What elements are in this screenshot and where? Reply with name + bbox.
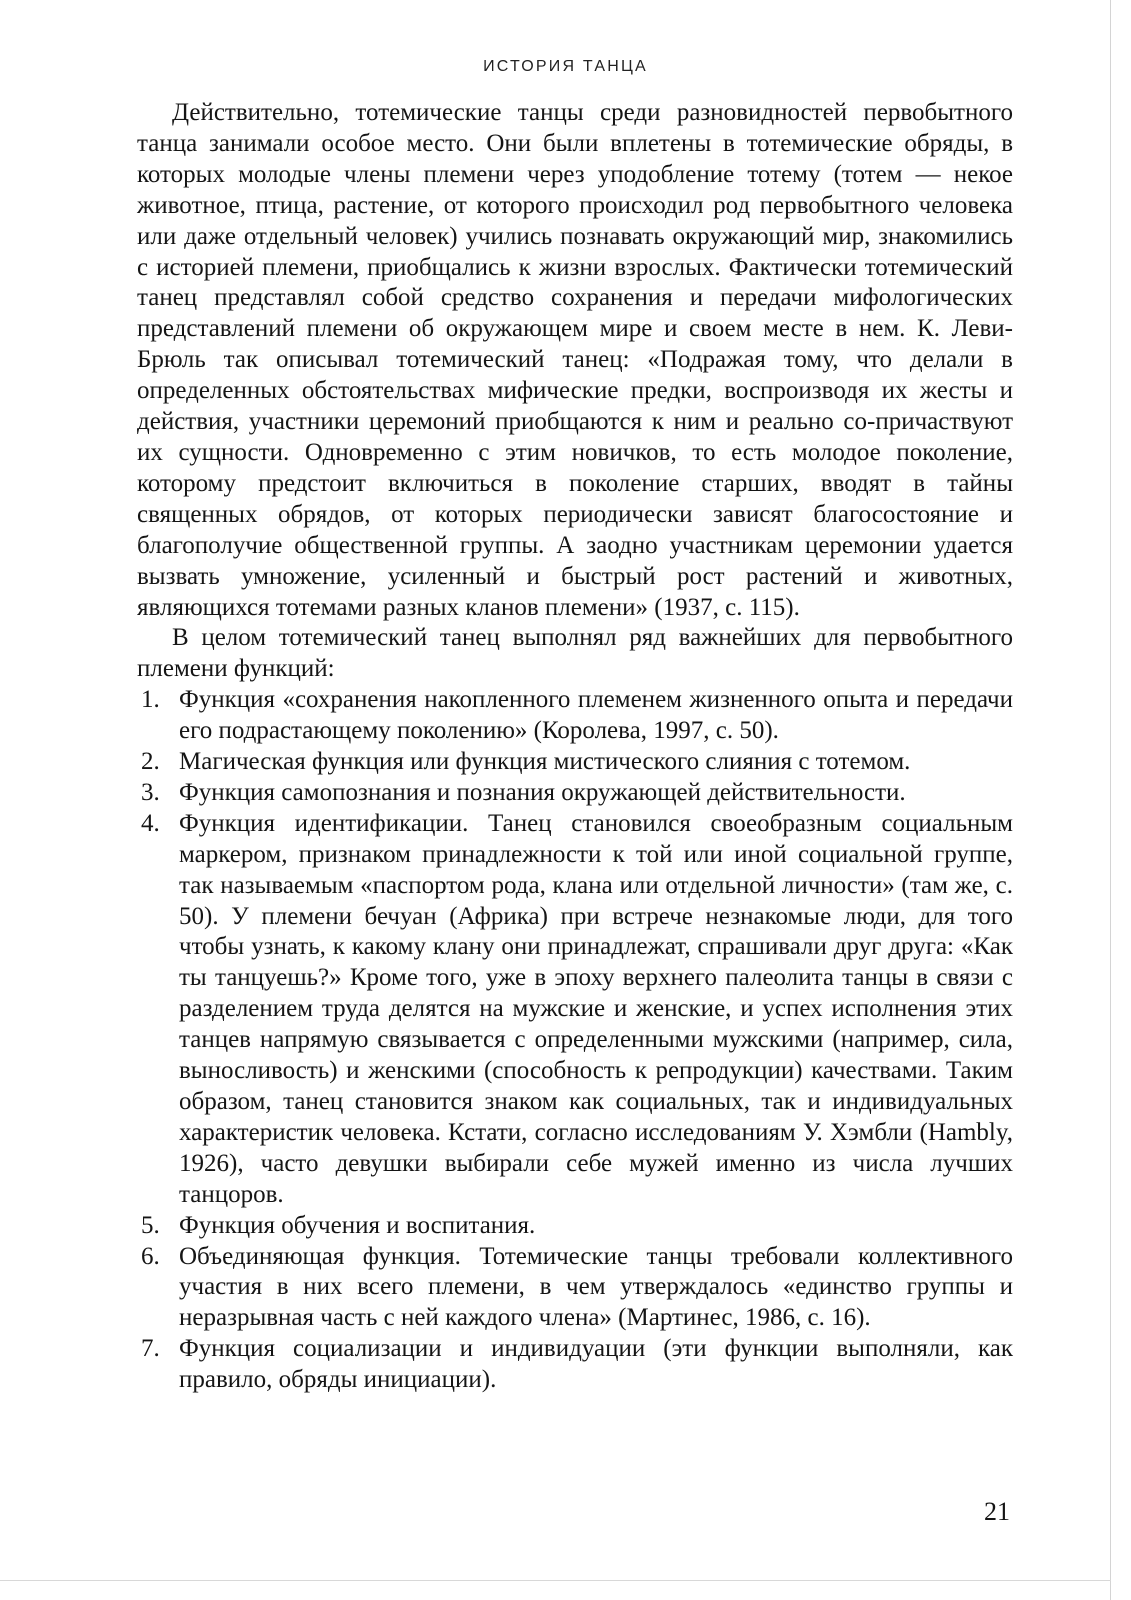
page-number: 21 [984,1497,1010,1526]
list-item-text: Магическая функция или функция мистического слияния с тотемом. [179,748,911,776]
list-item-text: Функция «сохранения накопленного племенем жизненного опыта и передачи его подрастающему поколению» (Королева, 1997, с. 50). [179,686,1013,745]
paragraph: В целом тотемический танец выполнял ряд важнейших для первобытного племени функций: [137,624,1013,683]
list-item-number: 4. [141,809,160,837]
list-item [137,685,1013,747]
page-edge-right [1110,0,1111,1600]
list-item [137,1334,1013,1396]
list-item [137,747,1013,778]
list-item-number: 1. [141,686,160,714]
list-item [137,809,1013,1211]
list-item-text: Функция идентификации. Танец становился своеобразным социальным маркером, признаком принадлежности к той или иной социальной группе, так называемым «паспортом рода, клана или отдельной личности» (там же, с. 50). У племени бечуан (Африка) при встрече незнакомые люди, для того чтобы узнать, к какому клану они принадлежат, спрашивали друг друга: «Как ты танцуешь?» Кроме того, уже в эпоху верхнего палеолита танцы в связи с разделением труда делятся на мужские и женские, и успех исполнения этих танцев напрямую связывается с определенными мужскими (например, сила, выносливость) и женскими (способность к репродукции) качествами. Таким образом, танец становится знаком как социальных, так и индивидуальных характеристик человека. Кстати, согласно исследованиям У. Хэмбли (Hambly, 1926), часто девушки выбирали себе мужей именно из числа лучших танцоров. [179,809,1013,1208]
list-item-number: 5. [141,1211,160,1239]
list-item-number: 7. [141,1335,160,1363]
list-item [137,778,1013,809]
running-title: ИСТОРИЯ ТАНЦА [483,58,648,75]
list-item [137,1211,1013,1242]
list-item-text: Функция обучения и воспитания. [179,1211,536,1239]
list-item-text: Объединяющая функция. Тотемические танцы требовали коллективного участия в них всего племени, в чем утверждалось «единство группы и неразрывная часть с ней каждого члена» (Мартинес, 1986, с. 16). [179,1242,1013,1332]
list-item-text: Функция социализации и индивидуации (эти функции выполняли, как правило, обряды инициации). [179,1335,1013,1394]
list-item-number: 6. [141,1242,160,1270]
function-list [137,685,1013,1396]
body-text [137,98,1013,1396]
list-item [137,1242,1013,1335]
list-item-text: Функция самопознания и познания окружающей действительности. [179,778,906,806]
paragraph: Действительно, тотемические танцы среди разновидностей первобытного танца занимали особое место. Они были вплетены в тотемические обряды, в которых молодые члены племени через уподобление тотему (тотем — некое животное, птица, растение, от которого происходил род первобытного человека или даже отдельный человек) учились познавать окружающий мир, знакомились с историей племени, приобщались к жизни взрослых. Фактически тотемический танец представлял собой средство сохранения и передачи мифологических представлений племени об окружающем мире и своем месте в нем. К. Леви-Брюль так описывал тотемический танец: «Подражая тому, что делали в определенных обстоятельствах мифические предки, воспроизводя их жесты и действия, участники церемоний приобщаются к ним и реально со-причаствуют их сущности. Одновременно с этим новичков, то есть молодое поколение, которому предстоит включиться в поколение старших, вводят в тайны священных обрядов, от которых периодически зависят благосостояние и благополучие общественной группы. А заодно участникам церемонии удается вызвать умножение, усиленный и быстрый рост растений и животных, являющихся тотемами разных кланов племени» (1937, с. 115). [137,99,1013,621]
page-edge-bottom [0,1580,1111,1581]
list-item-number: 2. [141,748,160,776]
list-item-number: 3. [141,778,160,806]
